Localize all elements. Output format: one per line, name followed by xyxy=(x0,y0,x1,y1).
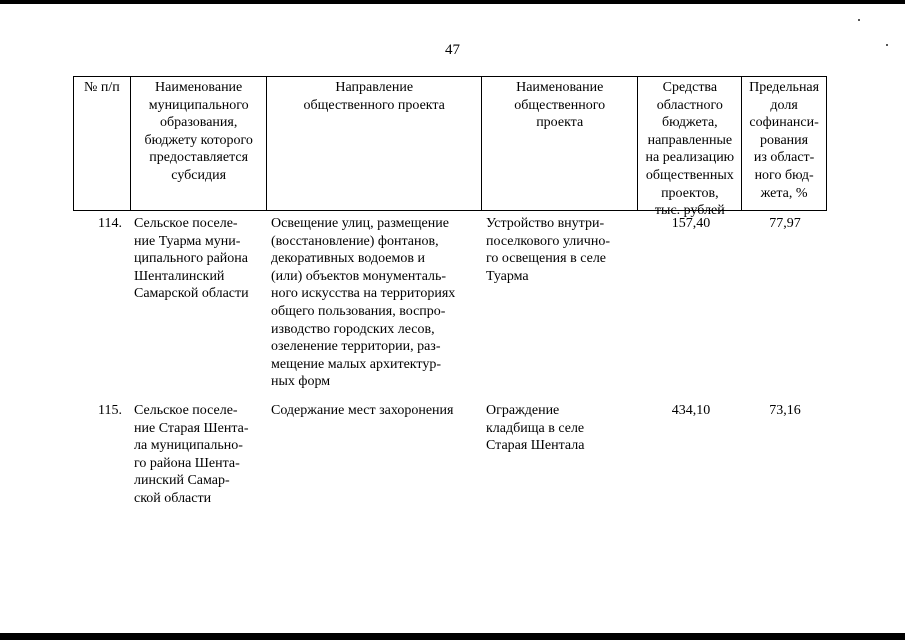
cell-line: линский Самар- xyxy=(134,473,230,489)
header-line: Предельная xyxy=(749,80,820,95)
row-number: 114. xyxy=(98,216,122,231)
cell-line: го района Шента- xyxy=(134,455,240,471)
bottom-border-rule xyxy=(0,633,905,640)
header-cofinancing-share xyxy=(742,77,826,210)
cell-line: Самарской области xyxy=(134,286,249,302)
scan-speck xyxy=(886,44,888,46)
cell-line: декоративных водоемов и xyxy=(271,251,425,267)
header-line: Наименование xyxy=(155,80,243,95)
header-line: тыс. рублей xyxy=(654,203,725,219)
cell-line: ла муниципально- xyxy=(134,438,243,454)
header-line: направленные xyxy=(647,132,733,148)
header-line: доля xyxy=(770,97,798,113)
header-line: ного бюд- xyxy=(754,167,814,183)
row-municipality xyxy=(130,215,267,391)
header-line: общественного xyxy=(514,97,606,113)
cell-line: ных форм xyxy=(271,374,331,390)
cell-line: озеленение территории, раз- xyxy=(271,339,441,355)
row-project xyxy=(482,215,639,391)
cell-line: Старая Шентала xyxy=(486,438,585,454)
cell-line: Устройство внутри- xyxy=(486,216,605,231)
cell-line: изводство городских лесов, xyxy=(271,321,435,337)
cell-line: ципального района xyxy=(134,251,248,267)
cell-line: го освещения в селе xyxy=(486,251,607,267)
page-number: 47 xyxy=(445,42,460,58)
cell-line: поселкового улично- xyxy=(486,233,610,249)
cell-line: Сельское поселе- xyxy=(134,216,238,231)
cell-line: (или) объектов монументаль- xyxy=(271,268,447,284)
header-line: предоставляется xyxy=(149,150,249,166)
row-direction xyxy=(267,215,482,391)
row-share: 73,16 xyxy=(769,403,801,418)
header-line: Средства xyxy=(662,80,718,95)
header-line: Направление xyxy=(335,80,414,95)
header-line: проекта xyxy=(536,115,584,131)
header-line: образования, xyxy=(159,115,238,131)
cell-line: ние Туарма муни- xyxy=(134,233,241,249)
cell-line: Шенталинский xyxy=(134,268,225,284)
header-project-direction xyxy=(267,77,481,210)
cell-line: ного искусства на территориях xyxy=(271,286,456,302)
row-share: 77,97 xyxy=(769,216,801,231)
cell-line: кладбища в селе xyxy=(486,420,585,436)
table-row xyxy=(73,402,827,508)
row-number: 115. xyxy=(98,403,122,418)
row-direction xyxy=(267,402,482,508)
row-project xyxy=(482,402,639,508)
cell-line: (восстановление) фонтанов, xyxy=(271,233,439,249)
top-border-rule xyxy=(0,0,905,4)
cell-line: Туарма xyxy=(486,268,529,284)
header-number xyxy=(74,77,131,210)
header-line: бюджета, xyxy=(661,115,718,131)
header-line: жета, % xyxy=(760,185,808,201)
cell-line: Сельское поселе- xyxy=(134,403,238,418)
cell-line: Ограждение xyxy=(486,403,560,418)
header-line: общественного проекта xyxy=(303,97,445,113)
header-line: проектов, xyxy=(661,185,719,201)
header-project-name xyxy=(482,77,639,210)
header-municipality xyxy=(131,77,268,210)
header-line: из област- xyxy=(753,150,815,166)
header-line: рования xyxy=(760,132,809,148)
header-line: муниципального xyxy=(148,97,249,113)
cell-line: Освещение улиц, размещение xyxy=(271,216,449,231)
header-line: софинанси- xyxy=(749,115,819,131)
cell-line: ской области xyxy=(134,490,212,506)
cell-line: мещение малых архитектур- xyxy=(271,356,442,372)
cell-line: ние Старая Шента- xyxy=(134,420,249,436)
header-line: субсидия xyxy=(171,167,227,183)
row-amount: 434,10 xyxy=(671,403,711,418)
scan-speck xyxy=(858,19,860,21)
table-row xyxy=(73,215,827,391)
header-regional-funds xyxy=(638,77,742,219)
header-line: областного xyxy=(656,97,723,113)
header-line: № п/п xyxy=(84,80,120,95)
row-amount: 157,40 xyxy=(671,216,711,231)
header-line: общественных xyxy=(645,167,734,183)
header-line: на реализацию xyxy=(645,150,735,166)
cell-line: общего пользования, воспро- xyxy=(271,303,446,319)
header-line: бюджету которого xyxy=(144,132,253,148)
cell-line: Содержание мест захоронения xyxy=(271,403,454,418)
table-header xyxy=(73,76,827,219)
header-line: Наименование xyxy=(516,80,604,95)
row-municipality xyxy=(130,402,267,508)
